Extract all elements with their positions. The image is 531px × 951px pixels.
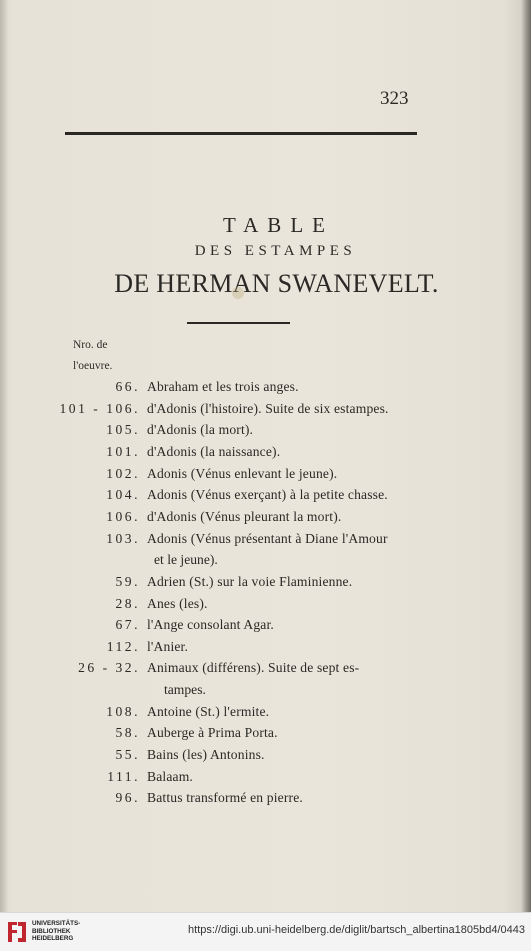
logo-line: HEIDELBERG	[32, 935, 74, 942]
table-row	[0, 704, 531, 726]
entry-number: 96.	[115, 790, 140, 806]
entry-title: d'Adonis (la naissance).	[147, 443, 281, 459]
entry-title: Adonis (Vénus enlevant le jeune).	[147, 465, 338, 481]
title-rule	[187, 322, 290, 324]
table-row	[0, 790, 531, 812]
entry-title: d'Adonis (Vénus pleurant la mort).	[147, 508, 342, 524]
table-row	[0, 639, 531, 661]
entry-title: Adrien (St.) sur la voie Flaminienne.	[147, 573, 353, 589]
table-row	[0, 531, 531, 553]
title-artist-name: DE HERMAN SWANEVELT.	[114, 269, 439, 298]
entry-continuation: et le jeune).	[154, 552, 218, 568]
entry-title: Battus transformé en pierre.	[147, 790, 303, 806]
page-url-link[interactable]: https://digi.ub.uni-heidelberg.de/diglit/bartsch_albertina1805bd4/0443	[188, 924, 525, 936]
entry-number: 67.	[115, 617, 140, 633]
table-row	[0, 574, 531, 596]
university-logo-icon	[6, 919, 28, 945]
title-des-estampes: DES ESTAMPES	[194, 243, 357, 259]
entry-title: Adonis (Vénus présentant à Diane l'Amour	[147, 530, 388, 546]
entry-number: 106.	[106, 508, 140, 524]
entry-number: 105.	[106, 422, 140, 438]
entry-title: Adonis (Vénus exerçant) à la petite chasse.	[147, 487, 388, 503]
title-table: TABLE	[223, 213, 334, 237]
entry-title: d'Adonis (la mort).	[147, 422, 254, 438]
header-rule	[65, 132, 417, 135]
table-row	[0, 444, 531, 466]
entry-number: 103.	[106, 530, 140, 546]
entry-number: 108.	[106, 703, 140, 719]
entry-number: 112.	[106, 638, 140, 654]
page-number: 323	[380, 88, 409, 109]
entry-title: Auberge à Prima Porta.	[147, 725, 278, 741]
entry-title: Balaam.	[147, 768, 193, 784]
entry-number: 101 - 106.	[59, 400, 140, 416]
library-logo-text	[32, 920, 80, 943]
column-header-line2: l'oeuvre.	[73, 360, 113, 372]
entry-title: Anes (les).	[147, 595, 208, 611]
entry-number: 104.	[106, 487, 140, 503]
entry-number: 101.	[106, 443, 140, 459]
entry-title: Animaux (différens). Suite de sept es-	[147, 660, 360, 676]
table-row	[0, 379, 531, 401]
table-row	[0, 660, 531, 682]
entry-number: 59.	[115, 573, 140, 589]
entry-title: d'Adonis (l'histoire). Suite de six estampes.	[147, 400, 389, 416]
entry-number: 58.	[115, 725, 140, 741]
entry-title: l'Ange consolant Agar.	[147, 617, 274, 633]
entry-number: 26 - 32.	[78, 660, 140, 676]
table-row	[0, 401, 531, 423]
table-row	[0, 617, 531, 639]
logo-line: UNIVERSITÄTS-	[32, 920, 81, 927]
entry-title: Bains (les) Antonins.	[147, 747, 265, 763]
table-row	[0, 596, 531, 618]
table-row	[0, 509, 531, 531]
table-row	[0, 487, 531, 509]
entry-title: l'Anier.	[147, 638, 189, 654]
entry-continuation: tampes.	[164, 682, 206, 698]
column-header-line1: Nro. de	[73, 339, 108, 351]
entry-number: 28.	[115, 595, 140, 611]
entry-number: 111.	[107, 768, 140, 784]
table-row	[0, 422, 531, 444]
logo-line: BIBLIOTHEK	[32, 927, 71, 935]
table-row	[0, 466, 531, 488]
entry-number: 55.	[115, 747, 140, 763]
viewer-footer	[0, 912, 531, 951]
entry-number: 102.	[106, 465, 140, 481]
entry-number: 66.	[115, 379, 140, 394]
table-row	[0, 769, 531, 791]
table-row	[0, 747, 531, 769]
paper-stain	[232, 287, 244, 299]
entry-title: Abraham et les trois anges.	[147, 379, 299, 394]
entry-title: Antoine (St.) l'ermite.	[147, 703, 270, 719]
table-row	[0, 725, 531, 747]
